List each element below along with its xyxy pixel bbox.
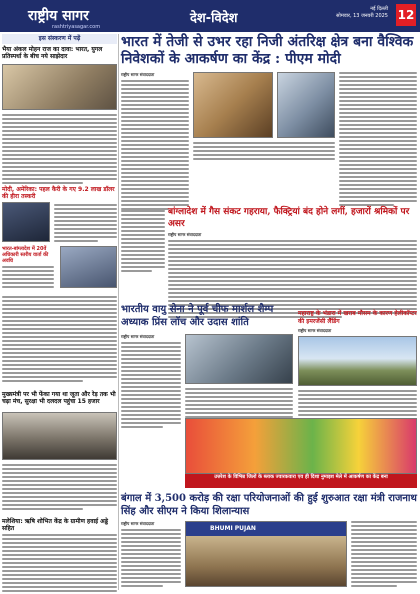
issue-meta [318, 6, 388, 20]
story-title: भारत-बांग्लादेश में 20वें अधिकारी स्तरीय वार्ता की अवधि [2, 246, 49, 264]
left-story-3[interactable] [2, 246, 54, 264]
leaders-photo [60, 246, 117, 288]
main-headline[interactable]: भारत में तेजी से उभर रहा निजी अंतरिक्ष क्षेत्र बना वैश्विक निवेशकों के आकर्षण का केंद्र : पीएम मोदी [121, 34, 414, 67]
story-body [2, 464, 117, 510]
teaser-label: इस संस्करण में पढ़ें [2, 34, 117, 44]
story-body [54, 204, 117, 242]
left-story-1[interactable] [2, 46, 117, 60]
maharashtra-story [298, 328, 417, 336]
main-story-col-1 [121, 72, 189, 210]
bhumi-pujan-photo [185, 521, 347, 587]
festival-photo [185, 418, 417, 474]
story-body [2, 114, 117, 184]
story-title: भैया अंकल मोहन राज का दावा: भारत, युगल प्रतिस्पर्धा के बीच नये साझेदार [2, 46, 103, 60]
bengal-headline[interactable]: बंगाल में 3,500 करोड़ की रक्षा परियोजनाओं की हुई शुरुआत रक्षा मंत्री राजनाथ सिंह और सीएम ने किया शिलान्यास [121, 493, 417, 517]
maharashtra-headline[interactable]: महाराष्ट्र के भंडारा में खराब मौसम के कारण हेलीकॉप्टर की इमरजेंसी लैंडिंग [298, 310, 417, 325]
bengal-story-col-1 [121, 521, 181, 587]
column-divider [118, 34, 119, 590]
left-story-2[interactable] [2, 186, 117, 200]
byline: राष्ट्रीय सागर संवाददाता [121, 334, 155, 339]
story-body [2, 534, 117, 594]
pm-modi-photo [193, 72, 273, 138]
left-column [2, 34, 117, 590]
byline: राष्ट्रीय सागर संवाददाता [168, 232, 202, 237]
story-body [2, 296, 117, 382]
bangladesh-side-col [121, 210, 165, 272]
festival-caption: उत्तरेश के विभिन्न जिलों के ब्लाक ज्वारकवारा एव ही दिशा नुमाइश मेले में आकर्षण का केंद्र बना [185, 474, 417, 488]
bengal-story-col-3 [351, 521, 417, 587]
iaf-story-col-2 [185, 388, 293, 422]
story-title: मलेशिया: ऋषि शोभित केंद्र के ग्रामीण हवाई अड्डे सहित [2, 518, 108, 532]
masthead [0, 0, 420, 32]
crowd-photo [2, 412, 117, 460]
left-story-5[interactable] [2, 518, 117, 532]
story-title: मोदी, अमेरिका: पहल कैरी के गए 9.2 लाख डॉलर की हीरा तस्करी [2, 186, 115, 200]
story-title: मुख्यमंत्री पर भी फेंका गया था जूता और रेड़ तक भी चढ़ा मंच, सुरक्षा भी दलदल पहुंचा 15 हजार [2, 391, 116, 405]
date: सोमवार, 13 जनवरी 2025 [336, 13, 388, 19]
left-story-4[interactable] [2, 391, 117, 405]
brand-logo: राष्ट्रीय सागर [28, 8, 89, 24]
bhumi-pujan-banner: BHUMI PUJAN [210, 525, 256, 532]
main-story-col-3 [339, 72, 417, 206]
city: नई दिल्ली [370, 6, 388, 12]
meeting-photo [2, 64, 117, 110]
space-expo-photo [277, 72, 335, 138]
byline: राष्ट्रीय सागर संवाददाता [121, 521, 155, 526]
byline: राष्ट्रीय सागर संवाददाता [298, 328, 332, 333]
iaf-headline[interactable]: भारतीय वायु सेना ने पूर्व चीफ मार्शल शैम्प अध्याक प्रिंस लॉच और उदास शांति [121, 304, 274, 328]
story-body [2, 266, 54, 288]
bangladesh-headline[interactable]: बांग्लादेश में गैस संकट गहराया, फैक्ट्रियां बंद होने लगीं, हजारों श्रमिकों पर असर [168, 207, 410, 229]
byline: राष्ट्रीय सागर संवाददाता [121, 72, 155, 77]
main-story-col-2 [193, 142, 335, 160]
brand-tagline: rashtriyasagar.com [52, 24, 101, 30]
helicopter-photo [298, 336, 417, 386]
portrait-photo [2, 202, 50, 242]
airforce-photo [185, 334, 293, 384]
iaf-story-col-1 [121, 334, 181, 428]
section-title: देश-विदेश [190, 11, 238, 26]
page-number: 12 [396, 4, 416, 26]
